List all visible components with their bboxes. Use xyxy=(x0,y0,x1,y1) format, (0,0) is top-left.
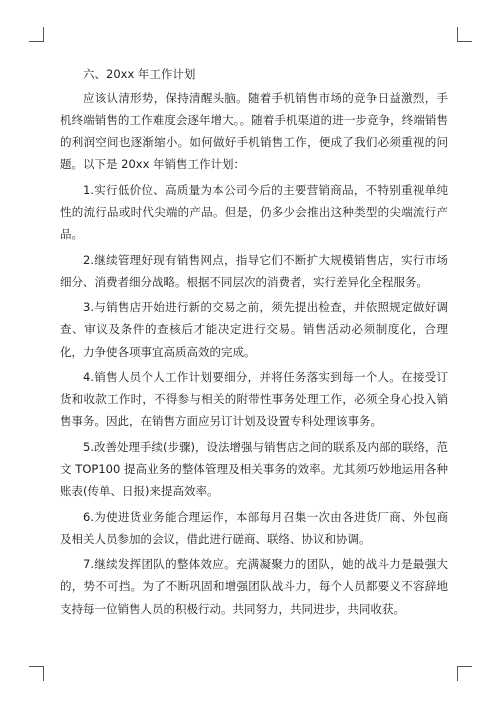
section-heading: 六、20xx 年工作计划 xyxy=(83,67,196,81)
crop-mark-top-right xyxy=(457,27,472,42)
plan-item-4: 4.销售人员个人工作计划要细分，并将任务落实到每一个人。在接受订货和收款工作时，不得参与相关的附带性事务处理工作，必须全身心投入销售事务。因此，在销售方面应另订计划及设置专科处理该事务。 xyxy=(60,369,448,429)
crop-mark-bottom-right xyxy=(457,666,472,681)
plan-item-5: 5.改善处理手续(步骤)，设法增强与销售店之间的联系及内部的联络，范文 TOP100 提高业务的整体管理及相关事务的效率。尤其须巧妙地运用各种账表(传单、日报)来提高效率。 xyxy=(60,439,448,499)
plan-item-3: 3.与销售店开始进行新的交易之前，须先提出检查，并依照规定做好调查、审议及条件的查核后才能决定进行交易。销售活动必须制度化，合理化，力争使各项事宜高质高效的完成。 xyxy=(60,300,448,359)
document-page xyxy=(60,63,448,620)
plan-item-1: 1.实行低价位、高质量为本公司今后的主要营销商品，不特别重视单纯性的流行品或时代尖端的产品。但是，仍多少会推出这种类型的尖端流行产品。 xyxy=(60,182,448,242)
plan-item-2: 2.继续管理好现有销售网点，指导它们不断扩大规模销售店，实行市场细分、消费者细分战略。根据不同层次的消费者，实行差异化全程服务。 xyxy=(60,252,448,289)
plan-item-7: 7.继续发挥团队的整体效应。充满凝聚力的团队，她的战斗力是最强大的，势不可挡。为了不断巩固和增强团队战斗力，每个人员都要义不容辞地支持每一位销售人员的积极行动。共同努力，共同进步，共同收获。 xyxy=(60,557,448,616)
intro-paragraph: 应该认清形势，保持清醒头脑。随着手机销售市场的竞争日益激烈，手机终端销售的工作难度会逐年增大。。随着手机渠道的进一步竞争，终端销售的利润空间也逐渐缩小。如何做好手机销售工作，便成了我们必须重视的问题。以下是 20xx 年销售工作计划： xyxy=(60,90,448,172)
plan-item-6: 6.为使进货业务能合理运作，本部每月召集一次由各进货厂商、外包商及相关人员参加的会议，借此进行磋商、联络、协议和协调。 xyxy=(60,509,448,546)
crop-mark-bottom-left xyxy=(29,666,44,681)
crop-mark-top-left xyxy=(29,27,44,42)
